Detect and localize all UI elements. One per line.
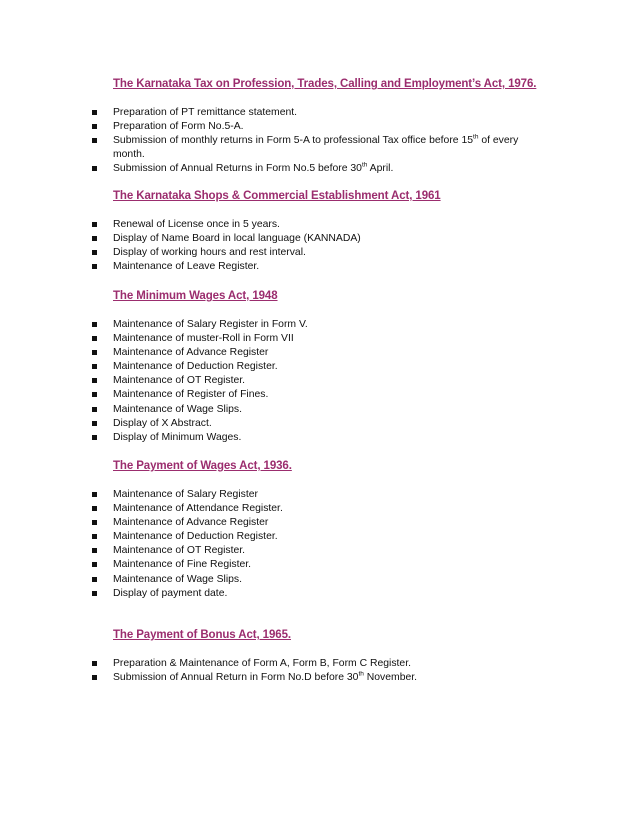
square-bullet-icon [92, 492, 97, 497]
list-item-text: Submission of Annual Return in Form No.D before 30 [113, 672, 359, 684]
list-item [92, 120, 532, 134]
list-item-text: Preparation of Form No.5-A. [113, 121, 244, 133]
square-bullet-icon [92, 562, 97, 567]
list-item [92, 558, 532, 572]
section-heading-payment-of-bonus: The Payment of Bonus Act, 1965. [113, 629, 291, 641]
superscript-text: th [358, 670, 364, 678]
list-item [92, 530, 532, 544]
square-bullet-icon [92, 110, 97, 115]
square-bullet-icon [92, 336, 97, 341]
list-item-text: Maintenance of Advance Register [113, 517, 269, 529]
list-item [92, 573, 532, 587]
square-bullet-icon [92, 350, 97, 355]
list-item [92, 346, 532, 360]
list-item-text: Maintenance of Leave Register. [113, 261, 260, 273]
list-item-text: Maintenance of Deduction Register. [113, 361, 278, 373]
square-bullet-icon [92, 421, 97, 426]
square-bullet-icon [92, 675, 97, 680]
list-item-text: Maintenance of Wage Slips. [113, 573, 242, 585]
list-item-text: Maintenance of Salary Register [113, 489, 258, 500]
list-item-text: Maintenance of OT Register. [113, 545, 246, 557]
superscript-text: th [473, 133, 479, 141]
list-item-text: Display of Name Board in local language (KANNADA) [113, 233, 361, 245]
section-heading-payment-of-wages: The Payment of Wages Act, 1936. [113, 460, 292, 472]
list-item [92, 332, 532, 346]
square-bullet-icon [92, 392, 97, 397]
list-item [92, 488, 532, 502]
list-item [92, 544, 532, 558]
list-item [92, 417, 532, 431]
square-bullet-icon [92, 264, 97, 269]
list-item-text: Submission of Annual Returns in Form No.5 before 30 [113, 163, 362, 175]
square-bullet-icon [92, 548, 97, 553]
list-item-text: Display of Minimum Wages. [113, 431, 242, 443]
list-item-text: of every month. [113, 135, 519, 161]
list-payment-of-wages [92, 488, 532, 601]
list-item-text: Maintenance of Fine Register. [113, 559, 252, 571]
list-item [92, 388, 532, 402]
square-bullet-icon [92, 222, 97, 227]
list-item-text: Preparation & Maintenance of Form A, Form B, Form C Register. [113, 658, 411, 669]
list-item [92, 360, 532, 374]
square-bullet-icon [92, 250, 97, 255]
square-bullet-icon [92, 591, 97, 596]
list-item-text: Display of working hours and rest interval. [113, 247, 306, 259]
square-bullet-icon [92, 577, 97, 582]
list-payment-of-bonus [92, 657, 532, 685]
list-item [92, 671, 532, 685]
list-item [92, 260, 532, 274]
list-item-text: Maintenance of OT Register. [113, 375, 246, 387]
list-item-text: Preparation of PT remittance statement. [113, 107, 298, 118]
list-item [92, 403, 532, 417]
list-item [92, 516, 532, 530]
list-item-text: November. [363, 672, 418, 684]
square-bullet-icon [92, 407, 97, 412]
square-bullet-icon [92, 378, 97, 383]
list-item-text: Maintenance of Wage Slips. [113, 403, 242, 415]
section-heading-minimum-wages: The Minimum Wages Act, 1948 [113, 290, 278, 302]
list-item [92, 587, 532, 601]
list-item-text: Maintenance of Salary Register in Form V. [113, 319, 308, 330]
square-bullet-icon [92, 364, 97, 369]
list-item [92, 106, 532, 120]
list-item-text: Submission of monthly returns in Form 5-A to professional Tax office before 15 [113, 135, 474, 147]
square-bullet-icon [92, 124, 97, 129]
list-item-text: Maintenance of Deduction Register. [113, 531, 278, 543]
square-bullet-icon [92, 322, 97, 327]
square-bullet-icon [92, 166, 97, 171]
list-item-text: April. [367, 163, 394, 175]
list-item [92, 318, 532, 332]
list-shops-establishment [92, 218, 532, 274]
square-bullet-icon [92, 236, 97, 241]
list-item [92, 246, 532, 260]
list-item [92, 657, 532, 671]
list-item [92, 218, 532, 232]
list-karnataka-tax [92, 106, 532, 176]
list-item-text: Display of X Abstract. [113, 417, 212, 429]
list-item [92, 162, 532, 176]
list-item [92, 232, 532, 246]
square-bullet-icon [92, 506, 97, 511]
list-item [92, 134, 532, 162]
list-item-text: Maintenance of muster-Roll in Form VII [113, 333, 294, 345]
list-item-text: Maintenance of Register of Fines. [113, 389, 269, 401]
square-bullet-icon [92, 534, 97, 539]
square-bullet-icon [92, 435, 97, 440]
square-bullet-icon [92, 138, 97, 143]
list-item-text: Maintenance of Advance Register [113, 347, 269, 359]
square-bullet-icon [92, 520, 97, 525]
list-item-text: Renewal of License once in 5 years. [113, 219, 280, 230]
list-item-text: Display of payment date. [113, 587, 228, 599]
list-item [92, 431, 532, 445]
superscript-text: th [361, 161, 368, 169]
section-heading-karnataka-tax: The Karnataka Tax on Profession, Trades, Calling and Employment’s Act, 1976. [113, 78, 537, 90]
square-bullet-icon [92, 661, 97, 666]
list-item-text: Maintenance of Attendance Register. [113, 503, 283, 515]
list-item [92, 374, 532, 388]
list-item [92, 502, 532, 516]
list-minimum-wages [92, 318, 532, 445]
section-heading-shops-establishment: The Karnataka Shops & Commercial Establishment Act, 1961 [113, 190, 441, 202]
